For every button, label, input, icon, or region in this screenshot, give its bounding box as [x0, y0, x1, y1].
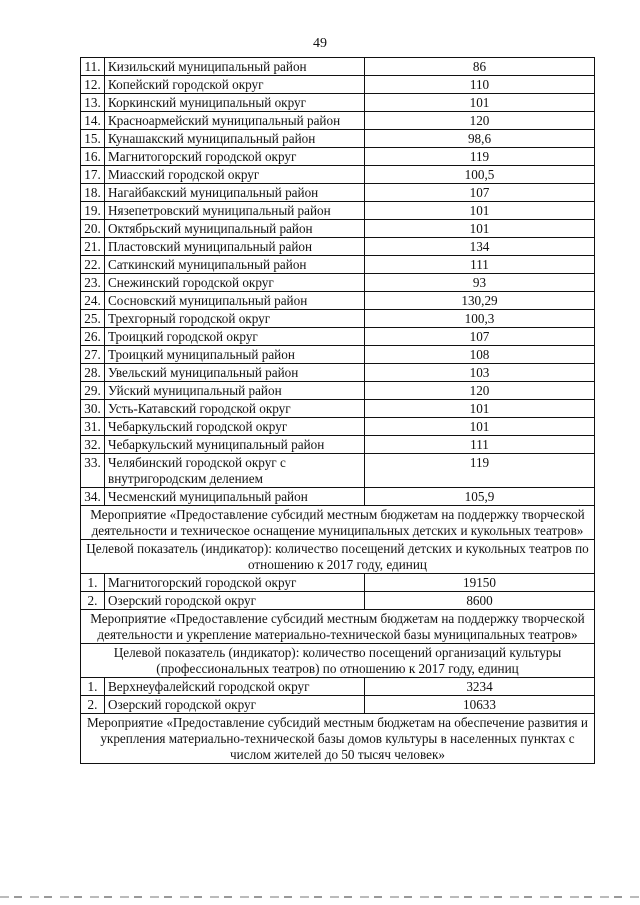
municipality-name: Снежинский городской округ	[105, 274, 365, 292]
municipality-name: Магнитогорский городской округ	[105, 574, 365, 592]
indicator-value: 100,3	[365, 310, 595, 328]
municipality-name: Озерский городской округ	[105, 592, 365, 610]
table-row	[81, 76, 595, 94]
indicator-text: Целевой показатель (индикатор): количество посещений организаций культуры (профессиональных театров) по отношению к 2017 году, единиц	[81, 644, 595, 678]
row-number: 34.	[81, 488, 105, 506]
municipality-name: Уйский муниципальный район	[105, 382, 365, 400]
municipality-name: Чесменский муниципальный район	[105, 488, 365, 506]
row-number: 28.	[81, 364, 105, 382]
section-2	[81, 506, 595, 610]
row-number: 1.	[81, 678, 105, 696]
municipality-name: Копейский городской округ	[105, 76, 365, 94]
table-row	[81, 400, 595, 418]
event-text: Мероприятие «Предоставление субсидий местным бюджетам на поддержку творческой деятельности и укрепление материально-технической базы муниципальных театров»	[81, 610, 595, 644]
event-row	[81, 506, 595, 540]
table-row	[81, 166, 595, 184]
row-number: 32.	[81, 436, 105, 454]
table-row	[81, 256, 595, 274]
section-4	[81, 714, 595, 764]
event-text: Мероприятие «Предоставление субсидий местным бюджетам на поддержку творческой деятельности и техническое оснащение муниципальных детских и кукольных театров»	[81, 506, 595, 540]
municipality-name: Сосновский муниципальный район	[105, 292, 365, 310]
indicator-value: 3234	[365, 678, 595, 696]
table-row	[81, 112, 595, 130]
scan-artifact-line	[0, 896, 640, 898]
row-number: 2.	[81, 592, 105, 610]
table-row	[81, 454, 595, 488]
table-row	[81, 202, 595, 220]
indicator-value: 120	[365, 112, 595, 130]
table-row	[81, 574, 595, 592]
indicator-value: 101	[365, 418, 595, 436]
table-row	[81, 592, 595, 610]
indicator-value: 100,5	[365, 166, 595, 184]
event-row	[81, 714, 595, 764]
indicator-value: 86	[365, 58, 595, 76]
event-row	[81, 610, 595, 644]
table-row	[81, 184, 595, 202]
municipality-name: Трехгорный городской округ	[105, 310, 365, 328]
indicator-value: 8600	[365, 592, 595, 610]
indicator-value: 98,6	[365, 130, 595, 148]
table-row	[81, 418, 595, 436]
indicator-value: 101	[365, 220, 595, 238]
indicator-value: 130,29	[365, 292, 595, 310]
row-number: 22.	[81, 256, 105, 274]
table-row	[81, 238, 595, 256]
municipality-name: Усть-Катавский городской округ	[105, 400, 365, 418]
municipality-name: Миасский городской округ	[105, 166, 365, 184]
municipality-name: Увельский муниципальный район	[105, 364, 365, 382]
municipality-name: Чебаркульский городской округ	[105, 418, 365, 436]
row-number: 31.	[81, 418, 105, 436]
indicator-value: 93	[365, 274, 595, 292]
indicator-value: 101	[365, 94, 595, 112]
indicator-value: 134	[365, 238, 595, 256]
municipality-name: Нагайбакский муниципальный район	[105, 184, 365, 202]
indicator-row	[81, 644, 595, 678]
row-number: 26.	[81, 328, 105, 346]
row-number: 21.	[81, 238, 105, 256]
municipality-name: Коркинский муниципальный округ	[105, 94, 365, 112]
municipality-name: Нязепетровский муниципальный район	[105, 202, 365, 220]
table-row	[81, 94, 595, 112]
municipality-name: Кизильский муниципальный район	[105, 58, 365, 76]
table-row	[81, 328, 595, 346]
indicator-value: 101	[365, 202, 595, 220]
table-row	[81, 310, 595, 328]
municipality-name: Чебаркульский муниципальный район	[105, 436, 365, 454]
table-row	[81, 488, 595, 506]
row-number: 24.	[81, 292, 105, 310]
municipality-name: Челябинский городской округ с внутригородским делением	[105, 454, 365, 488]
indicator-value: 19150	[365, 574, 595, 592]
row-number: 17.	[81, 166, 105, 184]
table-row	[81, 364, 595, 382]
table-row	[81, 436, 595, 454]
indicator-value: 111	[365, 436, 595, 454]
table-row	[81, 274, 595, 292]
indicator-value: 111	[365, 256, 595, 274]
row-number: 13.	[81, 94, 105, 112]
section-3	[81, 610, 595, 714]
municipality-name: Красноармейский муниципальный район	[105, 112, 365, 130]
indicator-value: 110	[365, 76, 595, 94]
event-text: Мероприятие «Предоставление субсидий местным бюджетам на обеспечение развития и укрепления материально-технической базы домов культуры в населенных пунктах с числом жителей до 50 тысяч человек»	[81, 714, 595, 764]
row-number: 18.	[81, 184, 105, 202]
municipality-name: Пластовский муниципальный район	[105, 238, 365, 256]
table-row	[81, 58, 595, 76]
table-row	[81, 346, 595, 364]
municipality-name: Троицкий муниципальный район	[105, 346, 365, 364]
data-table	[80, 57, 595, 764]
row-number: 12.	[81, 76, 105, 94]
indicator-value: 119	[365, 454, 595, 488]
row-number: 29.	[81, 382, 105, 400]
municipality-name: Троицкий городской округ	[105, 328, 365, 346]
indicator-row	[81, 540, 595, 574]
indicator-value: 10633	[365, 696, 595, 714]
row-number: 14.	[81, 112, 105, 130]
row-number: 16.	[81, 148, 105, 166]
municipality-name: Кунашакский муниципальный район	[105, 130, 365, 148]
row-number: 1.	[81, 574, 105, 592]
municipality-name: Октябрьский муниципальный район	[105, 220, 365, 238]
row-number: 27.	[81, 346, 105, 364]
municipality-name: Озерский городской округ	[105, 696, 365, 714]
row-number: 25.	[81, 310, 105, 328]
table-body-municipalities	[81, 58, 595, 506]
municipality-name: Верхнеуфалейский городской округ	[105, 678, 365, 696]
row-number: 33.	[81, 454, 105, 488]
table-row	[81, 696, 595, 714]
row-number: 23.	[81, 274, 105, 292]
indicator-value: 107	[365, 328, 595, 346]
row-number: 30.	[81, 400, 105, 418]
indicator-value: 108	[365, 346, 595, 364]
municipality-name: Саткинский муниципальный район	[105, 256, 365, 274]
row-number: 20.	[81, 220, 105, 238]
table-row	[81, 148, 595, 166]
indicator-text: Целевой показатель (индикатор): количество посещений детских и кукольных театров по отношению к 2017 году, единиц	[81, 540, 595, 574]
page-number: 49	[313, 36, 327, 51]
row-number: 2.	[81, 696, 105, 714]
indicator-value: 101	[365, 400, 595, 418]
table-row	[81, 678, 595, 696]
table-row	[81, 130, 595, 148]
table-row	[81, 220, 595, 238]
indicator-value: 105,9	[365, 488, 595, 506]
row-number: 19.	[81, 202, 105, 220]
row-number: 15.	[81, 130, 105, 148]
indicator-value: 120	[365, 382, 595, 400]
table-row	[81, 382, 595, 400]
table-row	[81, 292, 595, 310]
indicator-value: 119	[365, 148, 595, 166]
indicator-value: 103	[365, 364, 595, 382]
row-number: 11.	[81, 58, 105, 76]
indicator-value: 107	[365, 184, 595, 202]
municipality-name: Магнитогорский городской округ	[105, 148, 365, 166]
